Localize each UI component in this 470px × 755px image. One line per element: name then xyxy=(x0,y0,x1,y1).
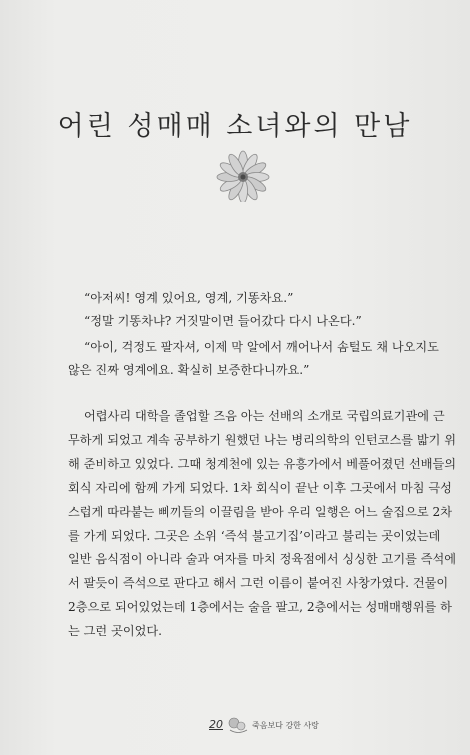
body-line: 를 가게 되었다. 그곳은 소위 ‘즉석 불고기집’이라고 불리는 곳이었는데 xyxy=(68,528,441,543)
body-line: 일반 음식점이 아니라 술과 여자를 마치 정육점에서 싱싱한 고기를 즉석에 xyxy=(68,552,457,567)
dialogue-line: “아저씨! 영계 있어요, 영계, 기똥차요.” xyxy=(84,291,294,305)
body-line: 해 준비하고 있었다. 그때 청계천에 있는 유흥가에서 베풀어졌던 선배들의 xyxy=(68,456,457,471)
dialogue-block xyxy=(68,287,444,382)
page-number: 20 xyxy=(209,718,223,731)
body-line: 회식 자리에 함께 가게 되었다. 1차 회식이 끝난 이후 그곳에서 마침 극성 xyxy=(68,480,452,495)
dialogue-line: “정말 기똥차냐? 거짓말이면 들어갔다 다시 나온다.” xyxy=(84,314,362,328)
body-line: 2층으로 되어있었는데 1층에서는 술을 팔고, 2층에서는 성매매행위를 하 xyxy=(68,600,452,615)
flower-ornament-icon xyxy=(212,150,274,202)
book-title: 죽음보다 강한 사랑 xyxy=(252,721,319,730)
body-line: 는 그런 곳이었다. xyxy=(68,624,163,639)
body-line: 무하게 되었고 계속 공부하기 원했던 나는 병리의학의 인턴코스를 밟기 위 xyxy=(68,432,457,447)
dialogue-line: “아이, 걱정도 팔자셔, 이제 막 알에서 깨어나서 솜털도 채 나오지도 xyxy=(84,340,439,354)
body-line: 스럽게 따라붙는 삐끼들의 이끌림을 받아 우리 일행은 어느 술집으로 2차 xyxy=(68,504,453,519)
body-paragraph xyxy=(68,405,457,644)
chapter-title: 어린 성매매 소녀와의 만남 xyxy=(57,111,413,143)
page-footer xyxy=(0,715,470,739)
body-line: 어렵사리 대학을 졸업할 즈음 아는 선배의 소개로 국립의료기관에 근 xyxy=(84,409,445,423)
body-line: 서 팔듯이 즉석으로 판다고 해서 그런 이름이 붙여진 사창가였다. 건물이 xyxy=(68,576,449,591)
footer-logo-icon xyxy=(226,715,250,735)
dialogue-line: 않은 진짜 영계에요. 확실히 보증한다니까요.” xyxy=(68,363,310,377)
